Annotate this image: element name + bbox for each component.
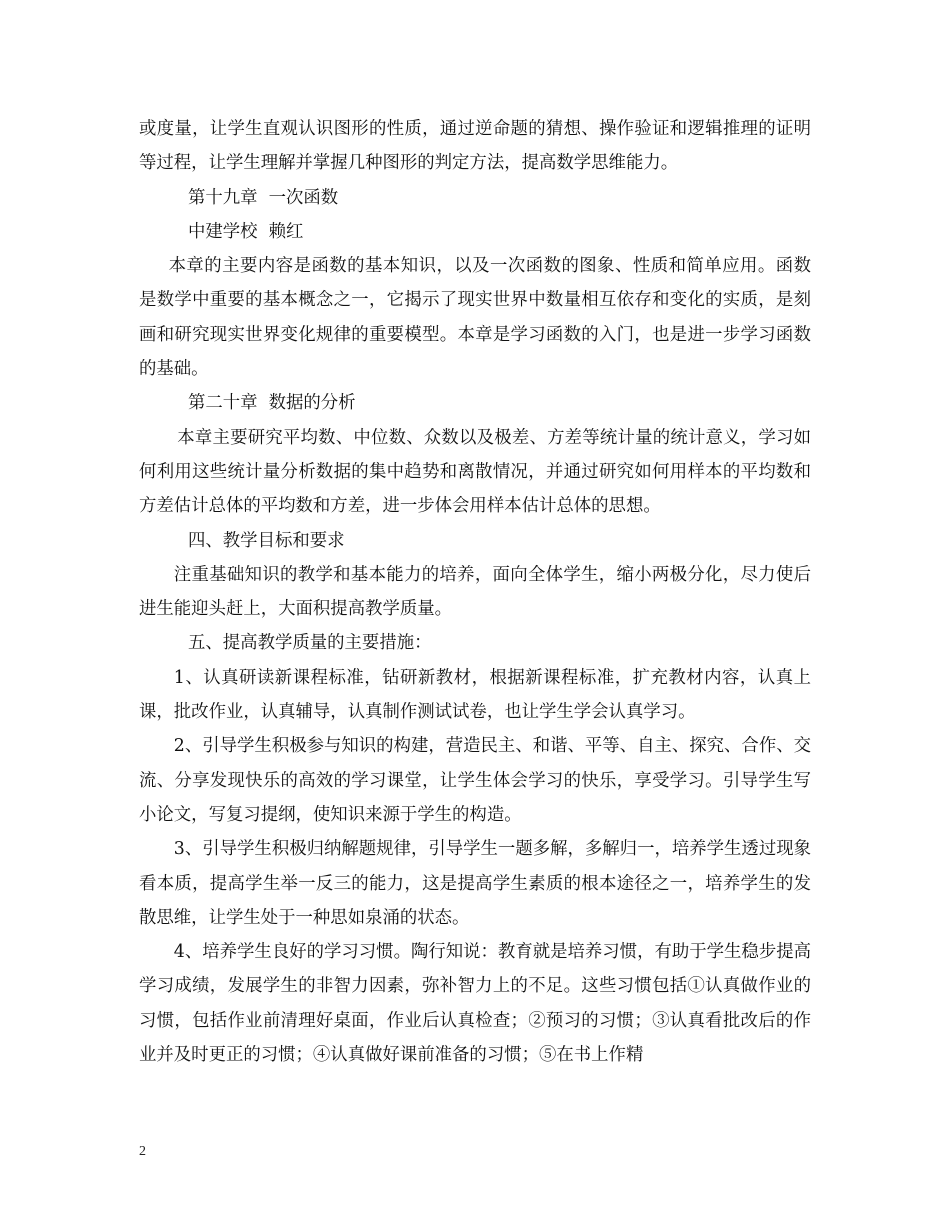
chapter-20-heading: 第二十章 数据的分析 <box>188 393 356 414</box>
measure-1: 1、认真研读新课程标准，钻研新教材，根据新课程标准，扩充教材内容，认真上课，批改作业，认真辅导，认真制作测试试卷，也让学生学会认真学习。 <box>139 667 811 723</box>
section-4-body: 注重基础知识的教学和基本能力的培养，面向全体学生，缩小两极分化，尽力使后进生能迎头赶上，大面积提高教学质量。 <box>139 564 811 620</box>
chapter-19-summary: 本章的主要内容是函数的基本知识，以及一次函数的图象、性质和简单应用。函数是数学中重要的基本概念之一，它揭示了现实世界中数量相互依存和变化的实质，是刻画和研究现实世界变化规律的重要模型。本章是学习函数的入门，也是进一步学习函数的基础。 <box>139 256 811 380</box>
measure-2: 2、引导学生积极参与知识的构建，营造民主、和谐、平等、自主、探究、合作、交流、分享发现快乐的高效的学习课堂，让学生体会学习的快乐，享受学习。引导学生写小论文，写复习提纲，使知识来源于学生的构造。 <box>139 736 811 825</box>
author-line: 中建学校 赖红 <box>188 221 304 242</box>
paragraph-continuation: 或度量，让学生直观认识图形的性质，通过逆命题的猜想、操作验证和逻辑推理的证明等过程，让学生理解并掌握几种图形的判定方法，提高数学思维能力。 <box>139 119 811 174</box>
section-4-heading: 四、教学目标和要求 <box>188 530 345 551</box>
chapter-20-summary: 本章主要研究平均数、中位数、众数以及极差、方差等统计量的统计意义，学习如何利用这些统计量分析数据的集中趋势和离散情况，并通过研究如何用样本的平均数和方差估计总体的平均数和方差，进一步体会用样本估计总体的思想。 <box>139 427 811 517</box>
body-text <box>139 112 811 1072</box>
section-5-heading: 五、提高教学质量的主要措施： <box>188 633 432 654</box>
page-number: 2 <box>139 1144 146 1159</box>
measure-3: 3、引导学生积极归纳解题规律，引导学生一题多解，多解归一，培养学生透过现象看本质，提高学生举一反三的能力，这是提高学生素质的根本途径之一，培养学生的发散思维，让学生处于一种思如泉涌的状态。 <box>139 839 811 928</box>
chapter-19-heading: 第十九章 一次函数 <box>188 187 339 208</box>
measure-4: 4、培养学生良好的学习习惯。陶行知说：教育就是培养习惯，有助于学生稳步提高学习成绩，发展学生的非智力因素，弥补智力上的不足。这些习惯包括①认真做作业的习惯，包括作业前清理好桌面，作业后认真检查；②预习的习惯；③认真看批改后的作业并及时更正的习惯；④认真做好课前准备的习惯；⑤在书上作精 <box>139 942 811 1066</box>
